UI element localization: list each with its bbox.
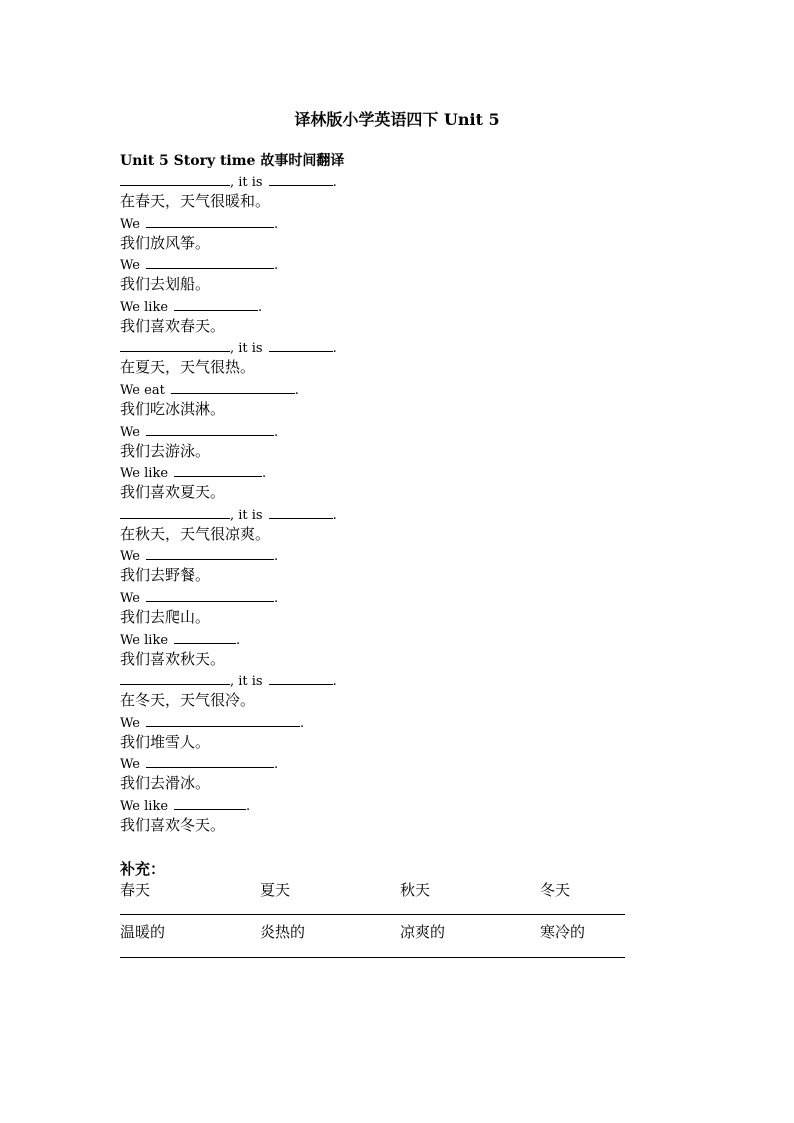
exercise-line: We . 我们去游泳。: [120, 422, 680, 464]
english-prompt: We: [120, 424, 140, 440]
answer-blank[interactable]: [146, 588, 274, 602]
chinese-sentence: 在夏天，天气很热。: [120, 358, 256, 377]
page-title: 译林版小学英语四下 Unit 5: [294, 110, 500, 129]
answer-blank[interactable]: [146, 754, 274, 768]
answer-blank[interactable]: [146, 214, 274, 228]
supplement-seasons-row: [120, 879, 625, 899]
answer-blank[interactable]: [269, 172, 333, 186]
chinese-sentence: 我们去野餐。: [120, 566, 211, 585]
season-line-suffix: , it is: [230, 175, 263, 190]
supplement-word: 冬天: [540, 881, 571, 899]
answer-blank[interactable]: [269, 505, 333, 519]
answer-blank[interactable]: [174, 297, 258, 311]
answer-blank[interactable]: [146, 255, 274, 269]
english-prompt: We: [120, 590, 140, 606]
supplement-word: 温暖的: [120, 923, 166, 941]
exercise-line: We like . 我们喜欢冬天。: [120, 796, 680, 838]
exercise-line: We . 我们去爬山。: [120, 588, 680, 630]
chinese-sentence: 我们放风筝。: [120, 233, 211, 252]
supplement-adjectives-row: [120, 921, 625, 941]
answer-blank[interactable]: [174, 796, 246, 810]
supplement-word: 春天: [120, 881, 151, 899]
supplement-word: 秋天: [400, 881, 431, 899]
worksheet: [120, 172, 680, 838]
divider: [120, 957, 625, 958]
supplement-word: 寒冷的: [540, 923, 586, 941]
chinese-sentence: 我们去滑冰。: [120, 774, 211, 793]
exercise-line: We . 我们去划船。: [120, 255, 680, 297]
season-block-winter: , it is . 在冬天，天气很冷。: [120, 671, 680, 713]
chinese-sentence: 我们喜欢秋天。: [120, 649, 226, 668]
season-block-spring: , it is . 在春天，天气很暖和。: [120, 172, 680, 214]
english-prompt: We eat: [120, 382, 165, 398]
answer-blank[interactable]: [120, 172, 230, 186]
season-line-suffix: , it is: [230, 507, 263, 523]
answer-blank[interactable]: [174, 463, 262, 477]
chinese-sentence: 我们去游泳。: [120, 441, 211, 460]
answer-blank[interactable]: [146, 546, 274, 560]
english-prompt: We like: [120, 798, 169, 814]
chinese-sentence: 在秋天，天气很凉爽。: [120, 524, 271, 543]
exercise-line: We like . 我们喜欢夏天。: [120, 463, 680, 505]
answer-blank[interactable]: [171, 380, 295, 394]
answer-blank[interactable]: [269, 671, 333, 685]
season-line-suffix: , it is: [230, 341, 263, 357]
exercise-line: We . 我们放风筝。: [120, 214, 680, 256]
exercise-line: We like . 我们喜欢春天。: [120, 297, 680, 339]
chinese-sentence: 我们去划船。: [120, 275, 211, 294]
answer-blank[interactable]: [120, 505, 230, 519]
season-block-autumn: , it is . 在秋天，天气很凉爽。: [120, 505, 680, 547]
answer-blank[interactable]: [174, 630, 236, 644]
english-prompt: We: [120, 715, 140, 731]
chinese-sentence: 在冬天，天气很冷。: [120, 691, 256, 710]
english-prompt: We: [120, 258, 140, 274]
answer-blank[interactable]: [120, 338, 230, 352]
exercise-line: We . 我们去野餐。: [120, 546, 680, 588]
exercise-line: We . 我们去滑冰。: [120, 754, 680, 796]
english-prompt: We like: [120, 466, 169, 482]
chinese-sentence: 在春天，天气很暖和。: [120, 192, 271, 210]
chinese-sentence: 我们吃冰淇淋。: [120, 399, 226, 418]
season-line-suffix: , it is: [230, 674, 263, 690]
chinese-sentence: 我们喜欢春天。: [120, 316, 226, 335]
answer-blank[interactable]: [269, 338, 333, 352]
english-prompt: We: [120, 549, 140, 565]
chinese-sentence: 我们喜欢冬天。: [120, 815, 226, 834]
english-prompt: We like: [120, 632, 169, 648]
exercise-line: We . 我们堆雪人。: [120, 713, 680, 755]
chinese-sentence: 我们堆雪人。: [120, 732, 211, 751]
supplement-word: 夏天: [260, 881, 291, 899]
season-block-summer: , it is . 在夏天，天气很热。: [120, 338, 680, 380]
section-heading: Unit 5 Story time 故事时间翻译: [120, 153, 345, 169]
answer-blank[interactable]: [146, 713, 300, 727]
supplement-word: 凉爽的: [400, 923, 446, 941]
divider: [120, 914, 625, 915]
exercise-line: We eat . 我们吃冰淇淋。: [120, 380, 680, 422]
answer-blank[interactable]: [146, 422, 274, 436]
english-prompt: We: [120, 757, 140, 773]
chinese-sentence: 我们喜欢夏天。: [120, 483, 226, 502]
exercise-line: We like . 我们喜欢秋天。: [120, 630, 680, 672]
english-prompt: We: [120, 216, 140, 232]
supplement-heading: 补充：: [120, 860, 166, 878]
chinese-sentence: 我们去爬山。: [120, 607, 211, 626]
english-prompt: We like: [120, 299, 169, 315]
supplement-word: 炎热的: [260, 923, 306, 941]
answer-blank[interactable]: [120, 671, 230, 685]
